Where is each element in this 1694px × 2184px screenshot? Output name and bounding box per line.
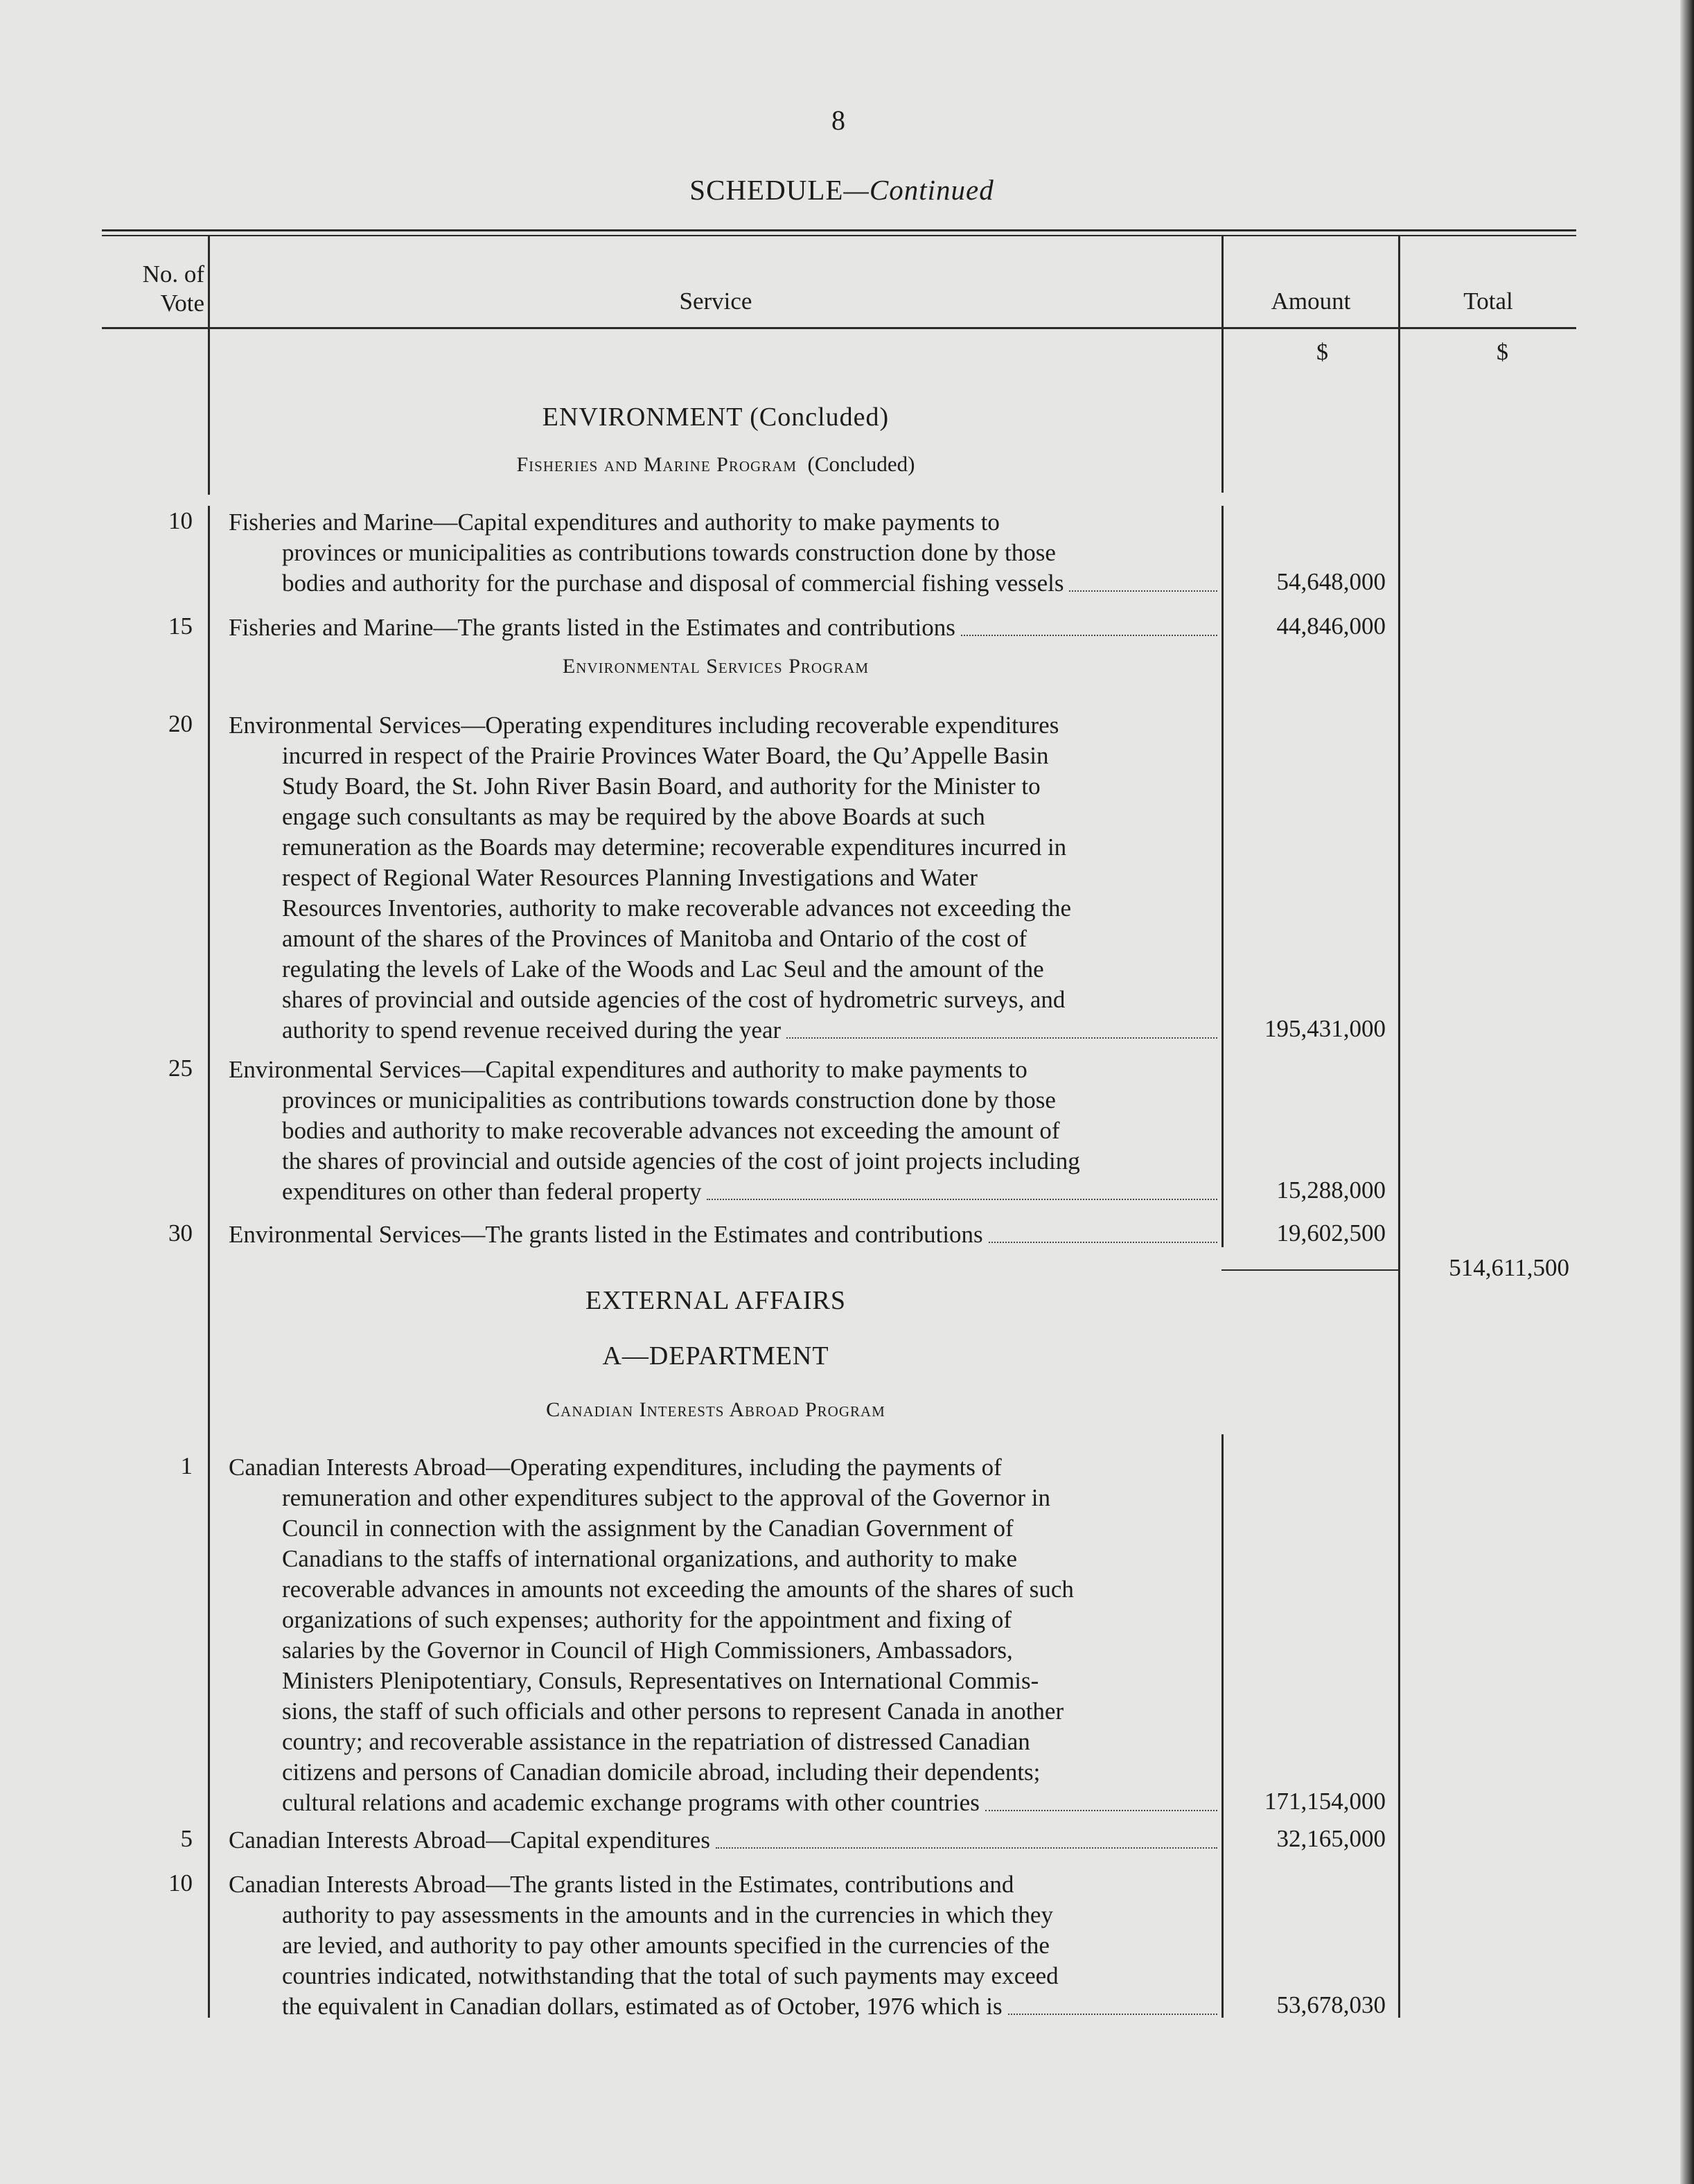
vote-number: 10 bbox=[168, 1869, 193, 1896]
section-heading-department: A—DEPARTMENT bbox=[602, 1341, 829, 1371]
dot-leader bbox=[961, 613, 1217, 636]
program-heading-environmental-services: Environmental Services Program bbox=[562, 655, 870, 678]
description-line: Ministers Plenipotentiary, Consuls, Representatives on International Commis- bbox=[282, 1667, 1039, 1694]
schedule-title-main: SCHEDULE bbox=[689, 174, 844, 206]
description-text: Fisheries and Marine—The grants listed in the Estimates and contributions bbox=[229, 614, 955, 641]
description-line: incurred in respect of the Prairie Provinces Water Board, the Qu’Appelle Basin bbox=[282, 742, 1049, 769]
description-line: remuneration as the Boards may determine; recoverable expenditures incurred in bbox=[282, 834, 1067, 861]
description-line: are levied, and authority to pay other amounts specified in the currencies of the bbox=[282, 1932, 1050, 1959]
vote-number: 25 bbox=[168, 1055, 193, 1082]
description-line: shares of provincial and outside agencies of the cost of hydrometric surveys, and bbox=[282, 986, 1066, 1013]
description-line: amount of the shares of the Provinces of Manitoba and Ontario of the cost of bbox=[282, 925, 1027, 952]
description-text: Canadian Interests Abroad—Capital expenditures bbox=[229, 1826, 710, 1853]
vote-amount: 171,154,000 bbox=[1264, 1788, 1386, 1815]
vote-number: 10 bbox=[168, 507, 193, 534]
header-vote bbox=[104, 260, 204, 318]
description-line: recoverable advances in amounts not exceeding the amounts of the shares of such bbox=[282, 1576, 1074, 1603]
vote-description bbox=[229, 1869, 1221, 2022]
schedule-title bbox=[554, 173, 1129, 206]
vote-amount: 19,602,500 bbox=[1276, 1219, 1386, 1247]
dot-leader bbox=[985, 1788, 1217, 1811]
page-number: 8 bbox=[831, 105, 845, 136]
dot-leader bbox=[1008, 1991, 1217, 2015]
environment-subtotal-rule bbox=[1221, 1269, 1398, 1271]
description-line: country; and recoverable assistance in the repatriation of distressed Canadian bbox=[282, 1728, 1030, 1755]
description-text: expenditures on other than federal property bbox=[282, 1178, 702, 1205]
table-top-rule-inner bbox=[102, 235, 1576, 236]
section-heading-external-affairs: EXTERNAL AFFAIRS bbox=[585, 1286, 846, 1315]
header-amount: Amount bbox=[1271, 288, 1351, 315]
vote-description bbox=[229, 1055, 1221, 1207]
vote-amount: 32,165,000 bbox=[1276, 1825, 1386, 1852]
description-line bbox=[229, 1991, 1221, 2022]
description-line: the shares of provincial and outside agencies of the cost of joint projects including bbox=[282, 1147, 1080, 1174]
dot-leader bbox=[989, 1219, 1217, 1243]
description-line bbox=[229, 1219, 1221, 1250]
vote-amount: 54,648,000 bbox=[1276, 568, 1386, 595]
header-vote-line2: Vote bbox=[160, 290, 204, 317]
description-line: Canadians to the staffs of international organizations, and authority to make bbox=[282, 1545, 1018, 1572]
column-divider-amount bbox=[1398, 235, 1400, 2018]
description-line: Council in connection with the assignment by the Canadian Government of bbox=[282, 1515, 1014, 1542]
vote-number: 1 bbox=[180, 1452, 193, 1479]
description-line bbox=[229, 1015, 1221, 1046]
column-divider-service bbox=[1221, 1434, 1224, 2018]
header-service: Service bbox=[679, 288, 752, 315]
dot-leader bbox=[1069, 568, 1217, 592]
description-line: regulating the levels of Lake of the Woods and Lac Seul and the amount of the bbox=[282, 956, 1044, 983]
vote-description bbox=[229, 710, 1221, 1046]
dot-leader bbox=[786, 1015, 1217, 1039]
description-line bbox=[229, 1177, 1221, 1207]
description-line: respect of Regional Water Resources Planning Investigations and Water bbox=[282, 864, 978, 891]
vote-number: 20 bbox=[168, 710, 193, 737]
vote-description bbox=[229, 1452, 1221, 1818]
description-line: Canadian Interests Abroad—Operating expenditures, including the payments of bbox=[229, 1454, 1002, 1481]
description-line: bodies and authority to make recoverable advances not exceeding the amount of bbox=[282, 1117, 1060, 1144]
description-line: provinces or municipalities as contributions towards construction done by those bbox=[282, 539, 1056, 566]
program-suffix-fisheries: (Concluded) bbox=[807, 452, 915, 476]
description-line: engage such consultants as may be required by the above Boards at such bbox=[282, 803, 985, 830]
column-divider-vote bbox=[208, 506, 210, 2018]
description-text: bodies and authority for the purchase and disposal of commercial fishing vessels bbox=[282, 570, 1064, 597]
description-text: Environmental Services—The grants listed in the Estimates and contributions bbox=[229, 1221, 983, 1248]
description-line bbox=[229, 613, 1221, 643]
description-text: authority to spend revenue received during the year bbox=[282, 1016, 782, 1043]
page-edge-shadow bbox=[1680, 0, 1694, 2184]
vote-description bbox=[229, 613, 1221, 643]
vote-amount: 44,846,000 bbox=[1276, 613, 1386, 640]
description-line: salaries by the Governor in Council of High Commissioners, Ambassadors, bbox=[282, 1637, 1013, 1664]
table-top-rule bbox=[102, 229, 1576, 231]
column-divider-service bbox=[1221, 235, 1224, 493]
description-line: citizens and persons of Canadian domicile abroad, including their dependents; bbox=[282, 1759, 1041, 1786]
dot-leader bbox=[716, 1825, 1217, 1849]
description-text: the equivalent in Canadian dollars, estimated as of October, 1976 which is bbox=[282, 1993, 1003, 2020]
schedule-title-continued: —Continued bbox=[843, 174, 994, 206]
total-currency: $ bbox=[1497, 340, 1508, 365]
description-line bbox=[229, 1788, 1221, 1818]
description-line bbox=[229, 1825, 1221, 1856]
vote-amount: 195,431,000 bbox=[1264, 1015, 1386, 1042]
description-line: authority to pay assessments in the amounts and in the currencies in which they bbox=[282, 1901, 1053, 1928]
amount-currency: $ bbox=[1316, 340, 1328, 365]
description-line: remuneration and other expenditures subject to the approval of the Governor in bbox=[282, 1484, 1050, 1511]
description-line: Canadian Interests Abroad—The grants listed in the Estimates, contributions and bbox=[229, 1871, 1014, 1898]
column-divider-service bbox=[1221, 506, 1224, 1247]
description-line: Study Board, the St. John River Basin Board, and authority for the Minister to bbox=[282, 773, 1041, 800]
header-bottom-rule bbox=[102, 327, 1576, 329]
vote-number: 5 bbox=[180, 1825, 193, 1852]
dot-leader bbox=[707, 1177, 1217, 1200]
description-line: provinces or municipalities as contributions towards construction done by those bbox=[282, 1086, 1056, 1113]
description-line: organizations of such expenses; authority for the appointment and fixing of bbox=[282, 1606, 1012, 1633]
description-line: Environmental Services—Operating expenditures including recoverable expenditures bbox=[229, 712, 1059, 739]
environment-total: 514,611,500 bbox=[1449, 1254, 1569, 1281]
description-line: sions, the staff of such officials and other persons to represent Canada in another bbox=[282, 1698, 1064, 1725]
vote-number: 15 bbox=[168, 613, 193, 640]
vote-description bbox=[229, 1825, 1221, 1856]
vote-amount: 15,288,000 bbox=[1276, 1177, 1386, 1204]
description-line: countries indicated, notwithstanding that the total of such payments may exceed bbox=[282, 1962, 1059, 1989]
description-line: Fisheries and Marine—Capital expenditures and authority to make payments to bbox=[229, 509, 1000, 536]
vote-amount: 53,678,030 bbox=[1276, 1991, 1386, 2018]
description-line: Resources Inventories, authority to make recoverable advances not exceeding the bbox=[282, 895, 1071, 922]
description-line bbox=[229, 568, 1221, 599]
header-total: Total bbox=[1463, 288, 1513, 315]
vote-description bbox=[229, 1219, 1221, 1250]
vote-number: 30 bbox=[168, 1219, 193, 1247]
header-vote-line1: No. of bbox=[142, 261, 204, 288]
section-heading-environment: ENVIRONMENT (Concluded) bbox=[542, 403, 890, 432]
vote-description bbox=[229, 507, 1221, 599]
description-line: Environmental Services—Capital expenditures and authority to make payments to bbox=[229, 1056, 1027, 1083]
program-heading-canadian-interests: Canadian Interests Abroad Program bbox=[546, 1398, 885, 1421]
program-name-fisheries: Fisheries and Marine Program bbox=[516, 453, 797, 476]
description-text: cultural relations and academic exchange programs with other countries bbox=[282, 1789, 980, 1816]
program-heading-fisheries bbox=[210, 452, 1221, 477]
